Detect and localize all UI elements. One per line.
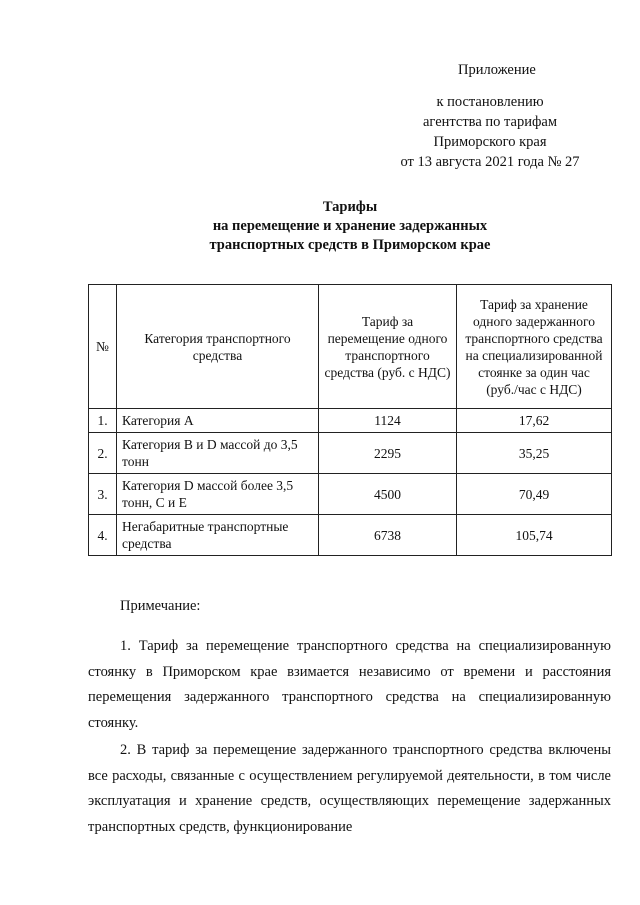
header-category: Категория транспортного средства (117, 285, 319, 409)
row-move-tariff: 2295 (319, 433, 457, 474)
appendix-line: к постановлению (436, 94, 544, 110)
title-line: Тарифы (322, 199, 378, 215)
table-row (89, 433, 612, 474)
title-line: транспортных средств в Приморском крае (209, 237, 491, 253)
header-move-tariff: Тариф за перемещение одного транспортного средства (руб. с НДС) (319, 285, 457, 409)
row-move-tariff: 4500 (319, 474, 457, 515)
row-storage-tariff: 105,74 (457, 515, 612, 556)
row-category: Категория B и D массой до 3,5 тонн (117, 433, 319, 474)
header-number: № (89, 285, 117, 409)
document-title (120, 198, 580, 255)
row-move-tariff: 1124 (319, 409, 457, 433)
row-storage-tariff: 35,25 (457, 433, 612, 474)
row-category: Негабаритные транспортные средства (117, 515, 319, 556)
row-storage-tariff: 70,49 (457, 474, 612, 515)
header-storage-tariff: Тариф за хранение одного задержанного транспортного средства на специализированной стоянке за один час (руб./час с НДС) (457, 285, 612, 409)
tariff-table (88, 284, 612, 556)
title-line: на перемещение и хранение задержанных (212, 218, 488, 234)
note-paragraph-2: 2. В тариф за перемещение задержанного транспортного средства включены все расходы, связанные с осуществлением регулируемой деятельности, в том числе эксплуатация и хранение средств, осуществляющих перемещение задержанных транспортных средств, функционирование (88, 742, 611, 835)
table-row (89, 409, 612, 433)
row-number: 3. (89, 474, 117, 515)
row-number: 4. (89, 515, 117, 556)
appendix-line: Приморского края (433, 134, 547, 150)
table-header-row (89, 285, 612, 409)
row-category: Категория A (117, 409, 319, 433)
row-move-tariff: 6738 (319, 515, 457, 556)
table-row (89, 515, 612, 556)
row-number: 2. (89, 433, 117, 474)
row-number: 1. (89, 409, 117, 433)
row-category: Категория D массой более 3,5 тонн, C и E (117, 474, 319, 515)
appendix-reference (380, 92, 600, 172)
appendix-line: агентства по тарифам (423, 114, 557, 130)
row-storage-tariff: 17,62 (457, 409, 612, 433)
table-row (89, 474, 612, 515)
appendix-label: Приложение (458, 62, 536, 78)
appendix-line: от 13 августа 2021 года № 27 (400, 154, 580, 170)
note-paragraph-1: 1. Тариф за перемещение транспортного средства на специализированную стоянку в Приморском крае взимается независимо от времени и расстояния перемещения задержанного транспортного средства на специализированную стоянку. (88, 638, 611, 731)
notes-heading: Примечание: (120, 598, 201, 614)
